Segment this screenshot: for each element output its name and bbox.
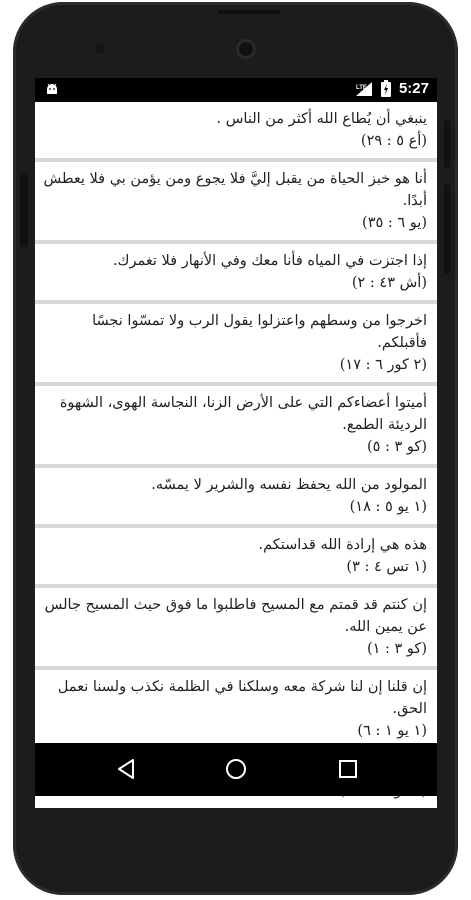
verse-text: إن قلنا إن لنا شركة معه وسلكنا في الظلمة نكذب ولسنا نعمل الحق. (57, 679, 427, 717)
home-icon[interactable] (224, 757, 248, 781)
verse-reference: (١ تس ٤ : ٣) (346, 559, 427, 575)
speaker-grille (218, 10, 280, 14)
list-item[interactable] (35, 386, 437, 464)
status-right (355, 80, 429, 97)
list-item[interactable] (35, 670, 437, 748)
list-item[interactable] (35, 304, 437, 382)
navigation-bar (35, 743, 437, 796)
battery-icon (381, 80, 391, 97)
list-item[interactable] (35, 468, 437, 524)
recent-apps-icon[interactable] (336, 757, 360, 781)
side-button (20, 172, 28, 247)
verse-reference: (١ يو ٥ : ١٨) (349, 499, 427, 515)
list-item[interactable] (35, 162, 437, 240)
verse-text: اخرجوا من وسطهم واعتزلوا يقول الرب ولا تمسّوا نجسًا فأقبلكم. (92, 313, 427, 351)
verse-text: إن كنتم قد قمتم مع المسيح فاطلبوا ما فوق حيث المسيح جالس عن يمين الله. (44, 597, 427, 635)
status-bar (35, 78, 437, 102)
signal-icon (355, 81, 373, 97)
screen (35, 78, 437, 796)
list-item[interactable] (35, 588, 437, 666)
back-icon[interactable] (114, 757, 138, 781)
list-item[interactable] (35, 244, 437, 300)
verse-text: أميتوا أعضاءكم التي على الأرض الزنا، النجاسة الهوى، الشهوة الرديئة الطمع. (59, 395, 427, 433)
verse-list[interactable] (35, 102, 437, 743)
verse-reference: (يو ٦ : ٣٥) (362, 215, 427, 231)
svg-text:LTE: LTE (355, 84, 367, 91)
verse-reference: (٢ كور ٦ : ١٧) (339, 357, 427, 373)
status-time: 5:27 (398, 80, 429, 97)
verse-reference: (١ يو ١ : ٦) (357, 723, 427, 739)
verse-text: أنا هو خبز الحياة من يقبل إليَّ فلا يجوع ومن يؤمن بي فلا يعطش أبدًا. (43, 171, 427, 209)
side-button (444, 120, 450, 168)
android-icon (45, 83, 59, 95)
sensor (95, 44, 105, 54)
verse-reference: (كو ٣ : ١) (366, 641, 427, 657)
verse-text: إذا اجتزت في المياه فأنا معك وفي الأنهار فلا تغمرك. (112, 253, 427, 269)
verse-text: المولود من الله يحفظ نفسه والشرير لا يمسّه. (151, 477, 427, 493)
verse-text: ينبغي أن يُطاع الله أكثر من الناس . (216, 111, 427, 127)
verse-text: هذه هي إرادة الله قداستكم. (258, 537, 427, 553)
verse-reference: (كو ٣ : ٥) (366, 439, 427, 455)
list-item[interactable] (35, 102, 437, 158)
verse-reference: (أع ٥ : ٢٩) (360, 133, 427, 149)
verse-reference: (أش ٤٣ : ٢) (351, 275, 427, 291)
list-item[interactable] (35, 528, 437, 584)
front-camera (236, 39, 256, 59)
side-button (444, 184, 450, 274)
